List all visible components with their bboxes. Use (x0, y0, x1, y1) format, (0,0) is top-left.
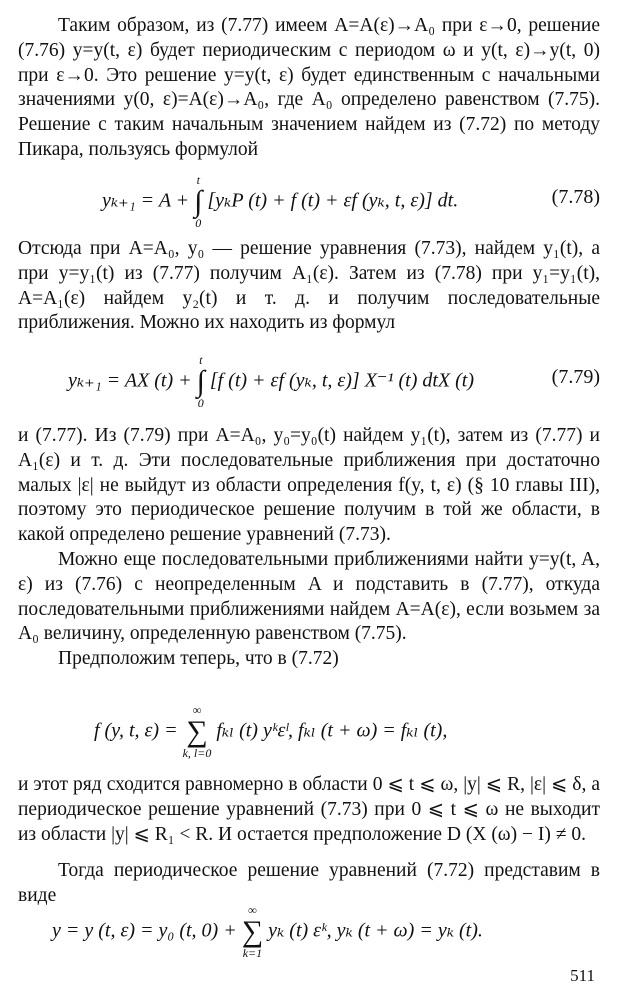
equation-series-f-lhs: f (y, t, ε) = (94, 719, 178, 742)
page-number: 511 (570, 966, 595, 985)
equation-7-78-lhs: yₖ₊₁ = A + (102, 189, 190, 212)
summation-lower-limit: k, l=0 (182, 746, 212, 760)
integral-sign: t ∫ 0 (194, 173, 203, 230)
paragraph-1: Таким образом, из (7.77) имеем A=A(ε)→A₀ при ε→0, решение (7.76) y=y(t, ε) будет периодическим с периодом ω и y(t, ε)→y(t, 0) при ε→0. Это решение y=y(t, ε) будет единственным с начальными значениями y(0, ε)=A(ε)→A₀, где A₀ определено равенством (7.75). Решение с таким начальным значением найдем из (7.72) по методу Пикара, пользуясь формулой (18, 15, 600, 160)
integral-sign: t ∫ 0 (196, 353, 205, 410)
equation-7-78-rhs: [yₖP (t) + f (t) + εf (yₖ, t, ε)] dt. (207, 189, 459, 212)
equation-series-y-lhs: y = y (t, ε) = y₀ (t, 0) + (52, 919, 237, 942)
equation-7-78 (18, 168, 600, 228)
equation-7-79-rhs: [f (t) + εf (yₖ, t, ε)] X⁻¹ (t) dtX (t) (209, 369, 475, 392)
paragraph-7: Тогда периодическое решение уравнений (7.72) представим в виде (18, 860, 600, 906)
paragraph-6: и этот ряд сходится равномерно в области 0 ⩽ t ⩽ ω, |y| ⩽ R, |ε| ⩽ δ, а периодическое решение уравнений (7.73) при 0 ⩽ t ⩽ ω не выходит из области |y| ⩽ R₁ < R. И остается предположение D (X (ω) − I) ≠ 0. (18, 774, 600, 845)
equation-7-79 (18, 348, 600, 408)
equation-number-7-79: (7.79) (551, 366, 600, 388)
paragraph-4: Можно еще последовательными приближениями найти y=y(t, A, ε) из (7.76) с неопределенным A и подставить в (7.77), откуда последовательными приближениями найдем A=A(ε), если возьмем за A₀ величину, определенную равенством (7.75). (18, 549, 600, 645)
integral-upper-limit: t (199, 353, 203, 367)
integral-lower-limit: 0 (195, 216, 202, 230)
summation-sign: ∞ ∑ k, l=0 (182, 703, 212, 760)
summation-sign: ∞ ∑ k=1 (241, 903, 264, 960)
summation-upper-limit: ∞ (192, 703, 202, 717)
equation-series-f (18, 696, 600, 760)
equation-7-79-lhs: yₖ₊₁ = AX (t) + (68, 369, 192, 392)
paragraph-3: и (7.77). Из (7.79) при A=A₀, y₀=y₀(t) найдем y₁(t), затем из (7.77) и A₁(ε) и т. д. Эти последовательные приближения при достаточно малых |ε| не выйдут из области определения f(y, t, ε) (§ 10 главы III), поэтому это периодическое решение получим в той же области, в какой определено решение уравнений (7.73). (18, 425, 600, 546)
paragraph-2: Отсюда при A=A₀, y₀ — решение уравнения (7.73), найдем y₁(t), а при y=y₁(t) из (7.77) получим A₁(ε). Затем из (7.78) при y₁=y₁(t), A=A₁(ε) найдем y₂(t) и т. д. и получим последовательные приближения. Можно их находить из формул (18, 238, 600, 334)
equation-series-y-rhs: yₖ (t) εᵏ, yₖ (t + ω) = yₖ (t). (268, 919, 483, 942)
integral-upper-limit: t (196, 173, 200, 187)
paragraph-5: Предположим теперь, что в (7.72) (58, 648, 339, 669)
equation-series-y (18, 896, 600, 960)
equation-number-7-78: (7.78) (551, 186, 600, 208)
integral-lower-limit: 0 (197, 396, 204, 410)
summation-lower-limit: k=1 (242, 946, 263, 960)
summation-upper-limit: ∞ (248, 903, 257, 917)
equation-series-f-rhs: fₖₗ (t) yᵏεˡ, fₖₗ (t + ω) = fₖₗ (t), (216, 719, 448, 742)
